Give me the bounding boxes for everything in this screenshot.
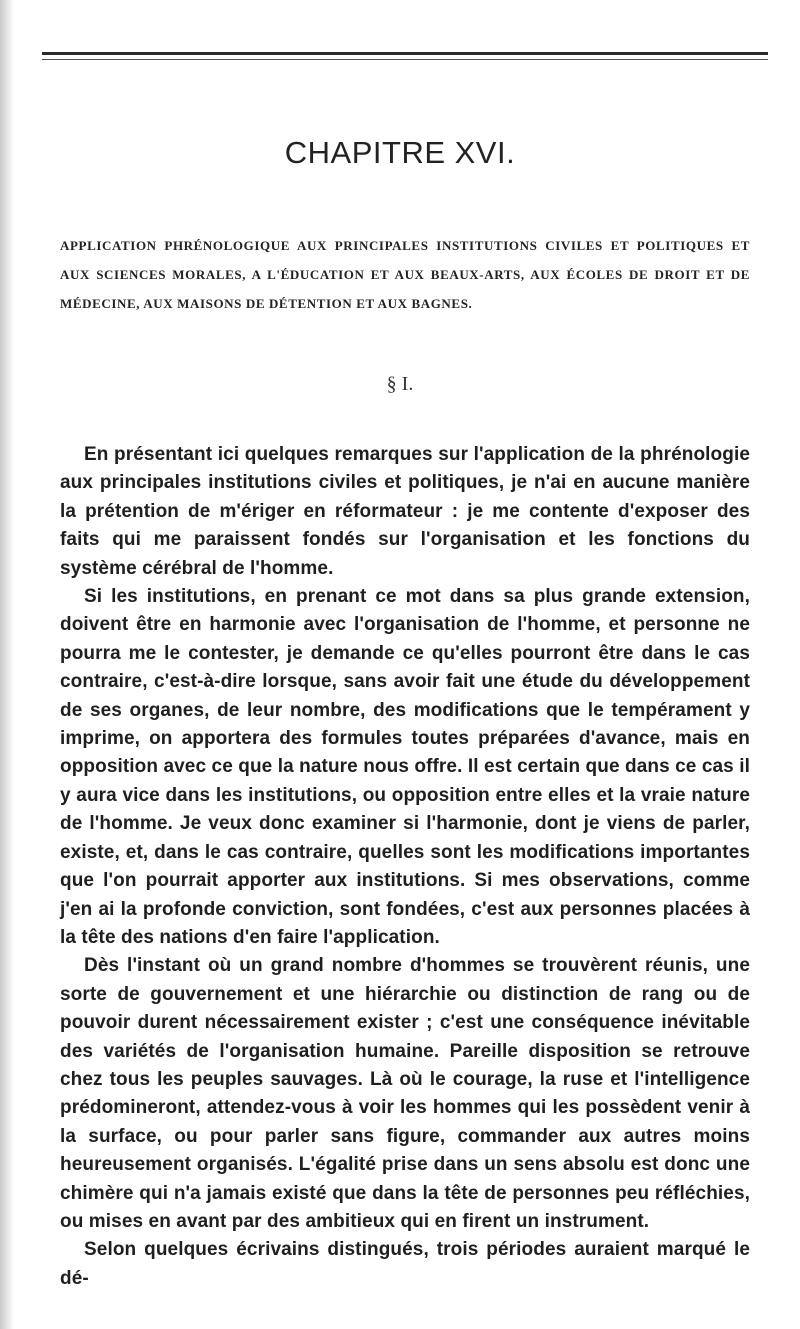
paragraph: Selon quelques écrivains distingués, trois périodes auraient marqué le dé- (60, 1239, 750, 1289)
body-text (60, 441, 750, 1293)
paragraph: Si les institutions, en prenant ce mot dans sa plus grande extension, doivent être en harmonie avec l'organisation de l'homme, et personne ne pourra me le contester, je demande ce qu'elles pourront être dans le cas contraire, c'est-à-dire lorsque, sans avoir fait une étude du développement de ses organes, de leur nombre, des modifications que le tempérament y imprime, on apportera des formules toutes préparées d'avance, mais en opposition avec ce que la nature nous offre. Il est certain que dans ce cas il y aura vice dans les institutions, ou opposition entre elles et la vraie nature de l'homme. Je veux donc examiner si l'harmonie, dont je viens de parler, existe, et, dans le cas contraire, quelles sont les modifications importantes que l'on pourrait apporter aux institutions. Si mes observations, comme j'en ai la profonde conviction, sont fondées, c'est aux personnes placées à la tête des nations d'en faire l'application. (60, 586, 750, 948)
paragraph: Dès l'instant où un grand nombre d'hommes se trouvèrent réunis, une sorte de gouvernement et une hiérarchie ou distinction de rang ou de pouvoir durent nécessairement exister ; c'est une conséquence inévitable des variétés de l'organisation humaine. Pareille disposition se retrouve chez tous les peuples sauvages. Là où le courage, la ruse et l'intelligence prédomineront, attendez-vous à voir les hommes qui les possèdent venir à la surface, ou pour parler sans figure, commander aux autres moins heureusement organisés. L'égalité prise dans un sens absolu est donc une chimère qui n'a jamais existé que dans la tête de personnes peu réfléchies, ou mises en avant par des ambitieux qui en firent un instrument. (60, 955, 750, 1232)
page-edge-shadow (0, 0, 14, 1329)
chapter-title: CHAPITRE XVI. (284, 135, 516, 170)
paragraph: En présentant ici quelques remarques sur l'application de la phrénologie aux principales institutions civiles et politiques, je n'ai en aucune manière la prétention de m'ériger en réformateur : je me contente d'exposer des faits qui me paraissent fondés sur l'organisation et les fonctions du système cérébral de l'homme. (60, 444, 750, 579)
section-number: § I. (386, 373, 414, 395)
header-rule (42, 52, 768, 60)
chapter-subtitle: APPLICATION PHRÉNOLOGIQUE AUX PRINCIPALES INSTITUTIONS CIVILES ET POLITIQUES ET AUX SCIENCES MORALES, A L'ÉDUCATION ET AUX BEAUX-ARTS, AUX ÉCOLES DE DROIT ET DE MÉDECINE, AUX MAISONS DE DÉTENTION ET AUX BAGNES. (60, 238, 750, 311)
